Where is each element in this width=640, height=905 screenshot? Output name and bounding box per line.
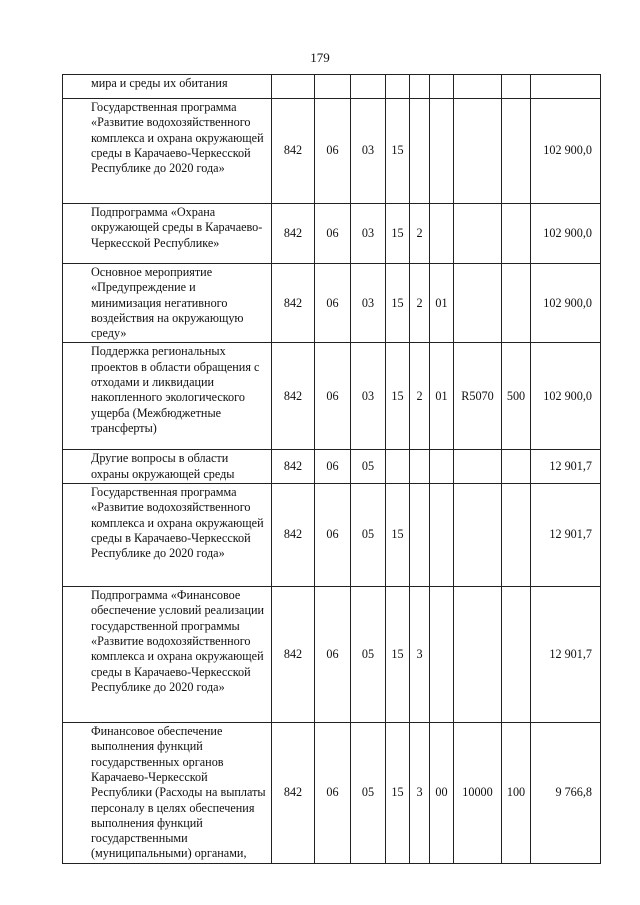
cell-direction xyxy=(454,450,502,484)
cell-expense-type xyxy=(502,484,531,587)
cell-amount: 102 900,0 xyxy=(531,343,601,450)
cell-name: Другие вопросы в области охраны окружающей среды xyxy=(63,450,272,484)
cell-direction xyxy=(454,587,502,723)
cell-section: 06 xyxy=(315,484,351,587)
cell-section: 06 xyxy=(315,723,351,864)
cell-activity xyxy=(430,99,454,204)
cell-direction xyxy=(454,75,502,99)
cell-subprogram: 2 xyxy=(410,264,430,343)
cell-program: 15 xyxy=(386,204,410,264)
cell-expense-type xyxy=(502,587,531,723)
cell-amount: 12 901,7 xyxy=(531,587,601,723)
cell-program: 15 xyxy=(386,264,410,343)
cell-ministry: 842 xyxy=(272,450,315,484)
cell-direction: R5070 xyxy=(454,343,502,450)
cell-section: 06 xyxy=(315,587,351,723)
table-body xyxy=(63,75,601,864)
cell-amount: 102 900,0 xyxy=(531,99,601,204)
cell-direction: 10000 xyxy=(454,723,502,864)
cell-subsection: 03 xyxy=(351,343,386,450)
table-row xyxy=(63,343,601,450)
cell-amount xyxy=(531,75,601,99)
cell-activity: 01 xyxy=(430,264,454,343)
table-row xyxy=(63,204,601,264)
cell-program xyxy=(386,450,410,484)
table-row xyxy=(63,723,601,864)
budget-table xyxy=(62,74,601,864)
cell-amount: 102 900,0 xyxy=(531,204,601,264)
cell-name: Государственная программа «Развитие водохозяйственного комплекса и охрана окружающей среды в Карачаево-Черкесской Республике до 2020 года» xyxy=(63,99,272,204)
cell-activity xyxy=(430,75,454,99)
table-row xyxy=(63,99,601,204)
cell-expense-type: 500 xyxy=(502,343,531,450)
cell-program xyxy=(386,75,410,99)
cell-direction xyxy=(454,99,502,204)
cell-expense-type: 100 xyxy=(502,723,531,864)
table-row xyxy=(63,484,601,587)
cell-subsection: 05 xyxy=(351,587,386,723)
cell-ministry: 842 xyxy=(272,343,315,450)
cell-subprogram xyxy=(410,450,430,484)
cell-expense-type xyxy=(502,75,531,99)
cell-expense-type xyxy=(502,204,531,264)
cell-subsection: 05 xyxy=(351,450,386,484)
cell-activity xyxy=(430,484,454,587)
cell-ministry: 842 xyxy=(272,264,315,343)
cell-name: Подпрограмма «Охрана окружающей среды в Карачаево-Черкесской Республике» xyxy=(63,204,272,264)
cell-subprogram xyxy=(410,99,430,204)
cell-name: Поддержка региональных проектов в области обращения с отходами и ликвидации накопленного экологического ущерба (Межбюджетные трансферты) xyxy=(63,343,272,450)
cell-section: 06 xyxy=(315,204,351,264)
cell-subsection: 05 xyxy=(351,723,386,864)
cell-ministry: 842 xyxy=(272,204,315,264)
cell-amount: 12 901,7 xyxy=(531,484,601,587)
cell-program: 15 xyxy=(386,587,410,723)
cell-subprogram: 2 xyxy=(410,343,430,450)
cell-subprogram: 2 xyxy=(410,204,430,264)
cell-amount: 12 901,7 xyxy=(531,450,601,484)
cell-ministry: 842 xyxy=(272,587,315,723)
cell-activity: 01 xyxy=(430,343,454,450)
table-row xyxy=(63,75,601,99)
cell-expense-type xyxy=(502,99,531,204)
cell-activity: 00 xyxy=(430,723,454,864)
table-row xyxy=(63,264,601,343)
cell-subprogram: 3 xyxy=(410,723,430,864)
cell-section: 06 xyxy=(315,264,351,343)
cell-name: мира и среды их обитания xyxy=(63,75,272,99)
cell-name: Государственная программа «Развитие водохозяйственного комплекса и охрана окружающей среды в Карачаево-Черкесской Республике до 2020 года» xyxy=(63,484,272,587)
cell-ministry: 842 xyxy=(272,723,315,864)
cell-expense-type xyxy=(502,264,531,343)
cell-section: 06 xyxy=(315,450,351,484)
cell-subsection: 05 xyxy=(351,484,386,587)
cell-subprogram xyxy=(410,75,430,99)
page-number: 179 xyxy=(310,50,330,65)
cell-subsection: 03 xyxy=(351,204,386,264)
cell-direction xyxy=(454,484,502,587)
cell-name: Подпрограмма «Финансовое обеспечение условий реализации государственной программы «Развитие водохозяйственного комплекса и охрана окружающей среды в Карачаево-Черкесской Республике до 2020 года» xyxy=(63,587,272,723)
cell-name: Основное мероприятие «Предупреждение и минимизация негативного воздействия на окружающую среду» xyxy=(63,264,272,343)
cell-direction xyxy=(454,264,502,343)
table-row xyxy=(63,450,601,484)
cell-program: 15 xyxy=(386,343,410,450)
cell-program: 15 xyxy=(386,723,410,864)
cell-subprogram xyxy=(410,484,430,587)
cell-direction xyxy=(454,204,502,264)
cell-subsection xyxy=(351,75,386,99)
cell-program: 15 xyxy=(386,484,410,587)
cell-subsection: 03 xyxy=(351,264,386,343)
cell-subsection: 03 xyxy=(351,99,386,204)
cell-ministry: 842 xyxy=(272,484,315,587)
cell-activity xyxy=(430,450,454,484)
cell-activity xyxy=(430,204,454,264)
cell-section xyxy=(315,75,351,99)
cell-expense-type xyxy=(502,450,531,484)
cell-program: 15 xyxy=(386,99,410,204)
cell-amount: 102 900,0 xyxy=(531,264,601,343)
cell-ministry xyxy=(272,75,315,99)
cell-name: Финансовое обеспечение выполнения функций государственных органов Карачаево-Черкесской Республики (Расходы на выплаты персоналу в целях обеспечения выполнения функций государственными (муниципальными) органами, xyxy=(63,723,272,864)
cell-section: 06 xyxy=(315,343,351,450)
cell-amount: 9 766,8 xyxy=(531,723,601,864)
cell-section: 06 xyxy=(315,99,351,204)
cell-subprogram: 3 xyxy=(410,587,430,723)
cell-ministry: 842 xyxy=(272,99,315,204)
cell-activity xyxy=(430,587,454,723)
table-row xyxy=(63,587,601,723)
